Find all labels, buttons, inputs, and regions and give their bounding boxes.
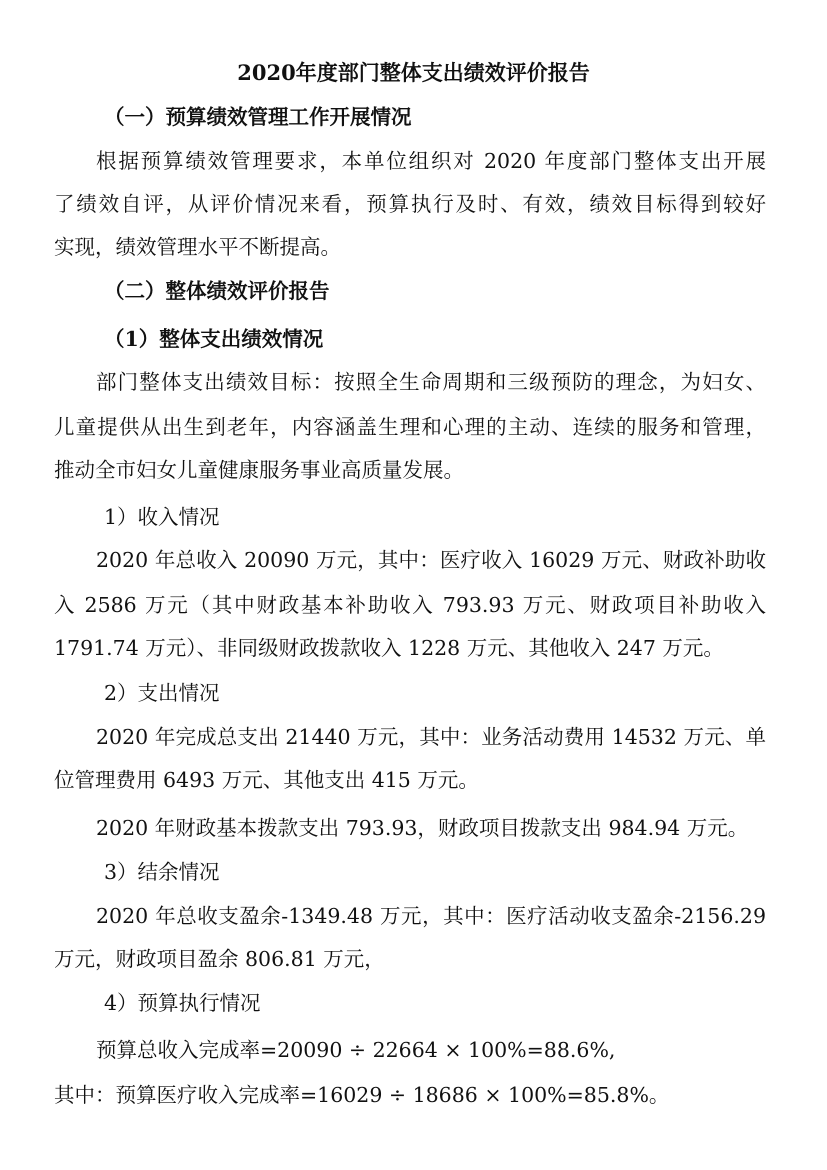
section1-paragraph-line-3: 实现，绩效管理水平不断提高。	[54, 235, 341, 259]
balance-line-2: 万元，财政项目盈余 806.81 万元，	[54, 947, 385, 971]
budget-medical-rate: 其中：预算医疗收入完成率=16029 ÷ 18686 × 100%=85.8%。	[54, 1083, 670, 1107]
balance-heading: 3）结余情况	[104, 860, 220, 884]
section1-paragraph-line-2: 了绩效自评，从评价情况来看，预算执行及时、有效，绩效目标得到较好	[54, 192, 766, 216]
document-title: 2020年度部门整体支出绩效评价报告	[237, 60, 590, 85]
expense-heading: 2）支出情况	[104, 681, 220, 705]
section1-paragraph-line-1: 根据预算绩效管理要求，本单位组织对 2020 年度部门整体支出开展	[96, 149, 766, 173]
expense-line-2: 位管理费用 6493 万元、其他支出 415 万元。	[54, 768, 479, 792]
goal-paragraph-line-3: 推动全市妇女儿童健康服务事业高质量发展。	[54, 458, 464, 482]
goal-paragraph-line-1: 部门整体支出绩效目标：按照全生命周期和三级预防的理念，为妇女、	[96, 370, 766, 394]
goal-paragraph-line-2: 儿童提供从出生到老年，内容涵盖生理和心理的主动、连续的服务和管理，	[54, 415, 766, 439]
fiscal-expense-line: 2020 年财政基本拨款支出 793.93，财政项目拨款支出 984.94 万元。	[96, 816, 749, 840]
expense-line-1: 2020 年完成总支出 21440 万元，其中：业务活动费用 14532 万元、单	[96, 725, 766, 749]
income-line-3: 1791.74 万元）、非同级财政拨款收入 1228 万元、其他收入 247 万元。	[54, 636, 724, 660]
budget-heading: 4）预算执行情况	[104, 991, 261, 1015]
section1-heading: （一）预算绩效管理工作开展情况	[104, 105, 412, 129]
budget-total-rate: 预算总收入完成率=20090 ÷ 22664 × 100%=88.6%,	[96, 1038, 616, 1062]
income-heading: 1）收入情况	[104, 505, 220, 529]
section2-subheading: （1）整体支出绩效情况	[104, 327, 324, 351]
income-line-2: 入 2586 万元（其中财政基本补助收入 793.93 万元、财政项目补助收入	[54, 593, 766, 617]
section2-heading: （二）整体绩效评价报告	[104, 279, 330, 303]
balance-line-1: 2020 年总收支盈余-1349.48 万元，其中：医疗活动收支盈余-2156.29	[96, 904, 766, 928]
income-line-1: 2020 年总收入 20090 万元，其中：医疗收入 16029 万元、财政补助收	[96, 548, 766, 572]
